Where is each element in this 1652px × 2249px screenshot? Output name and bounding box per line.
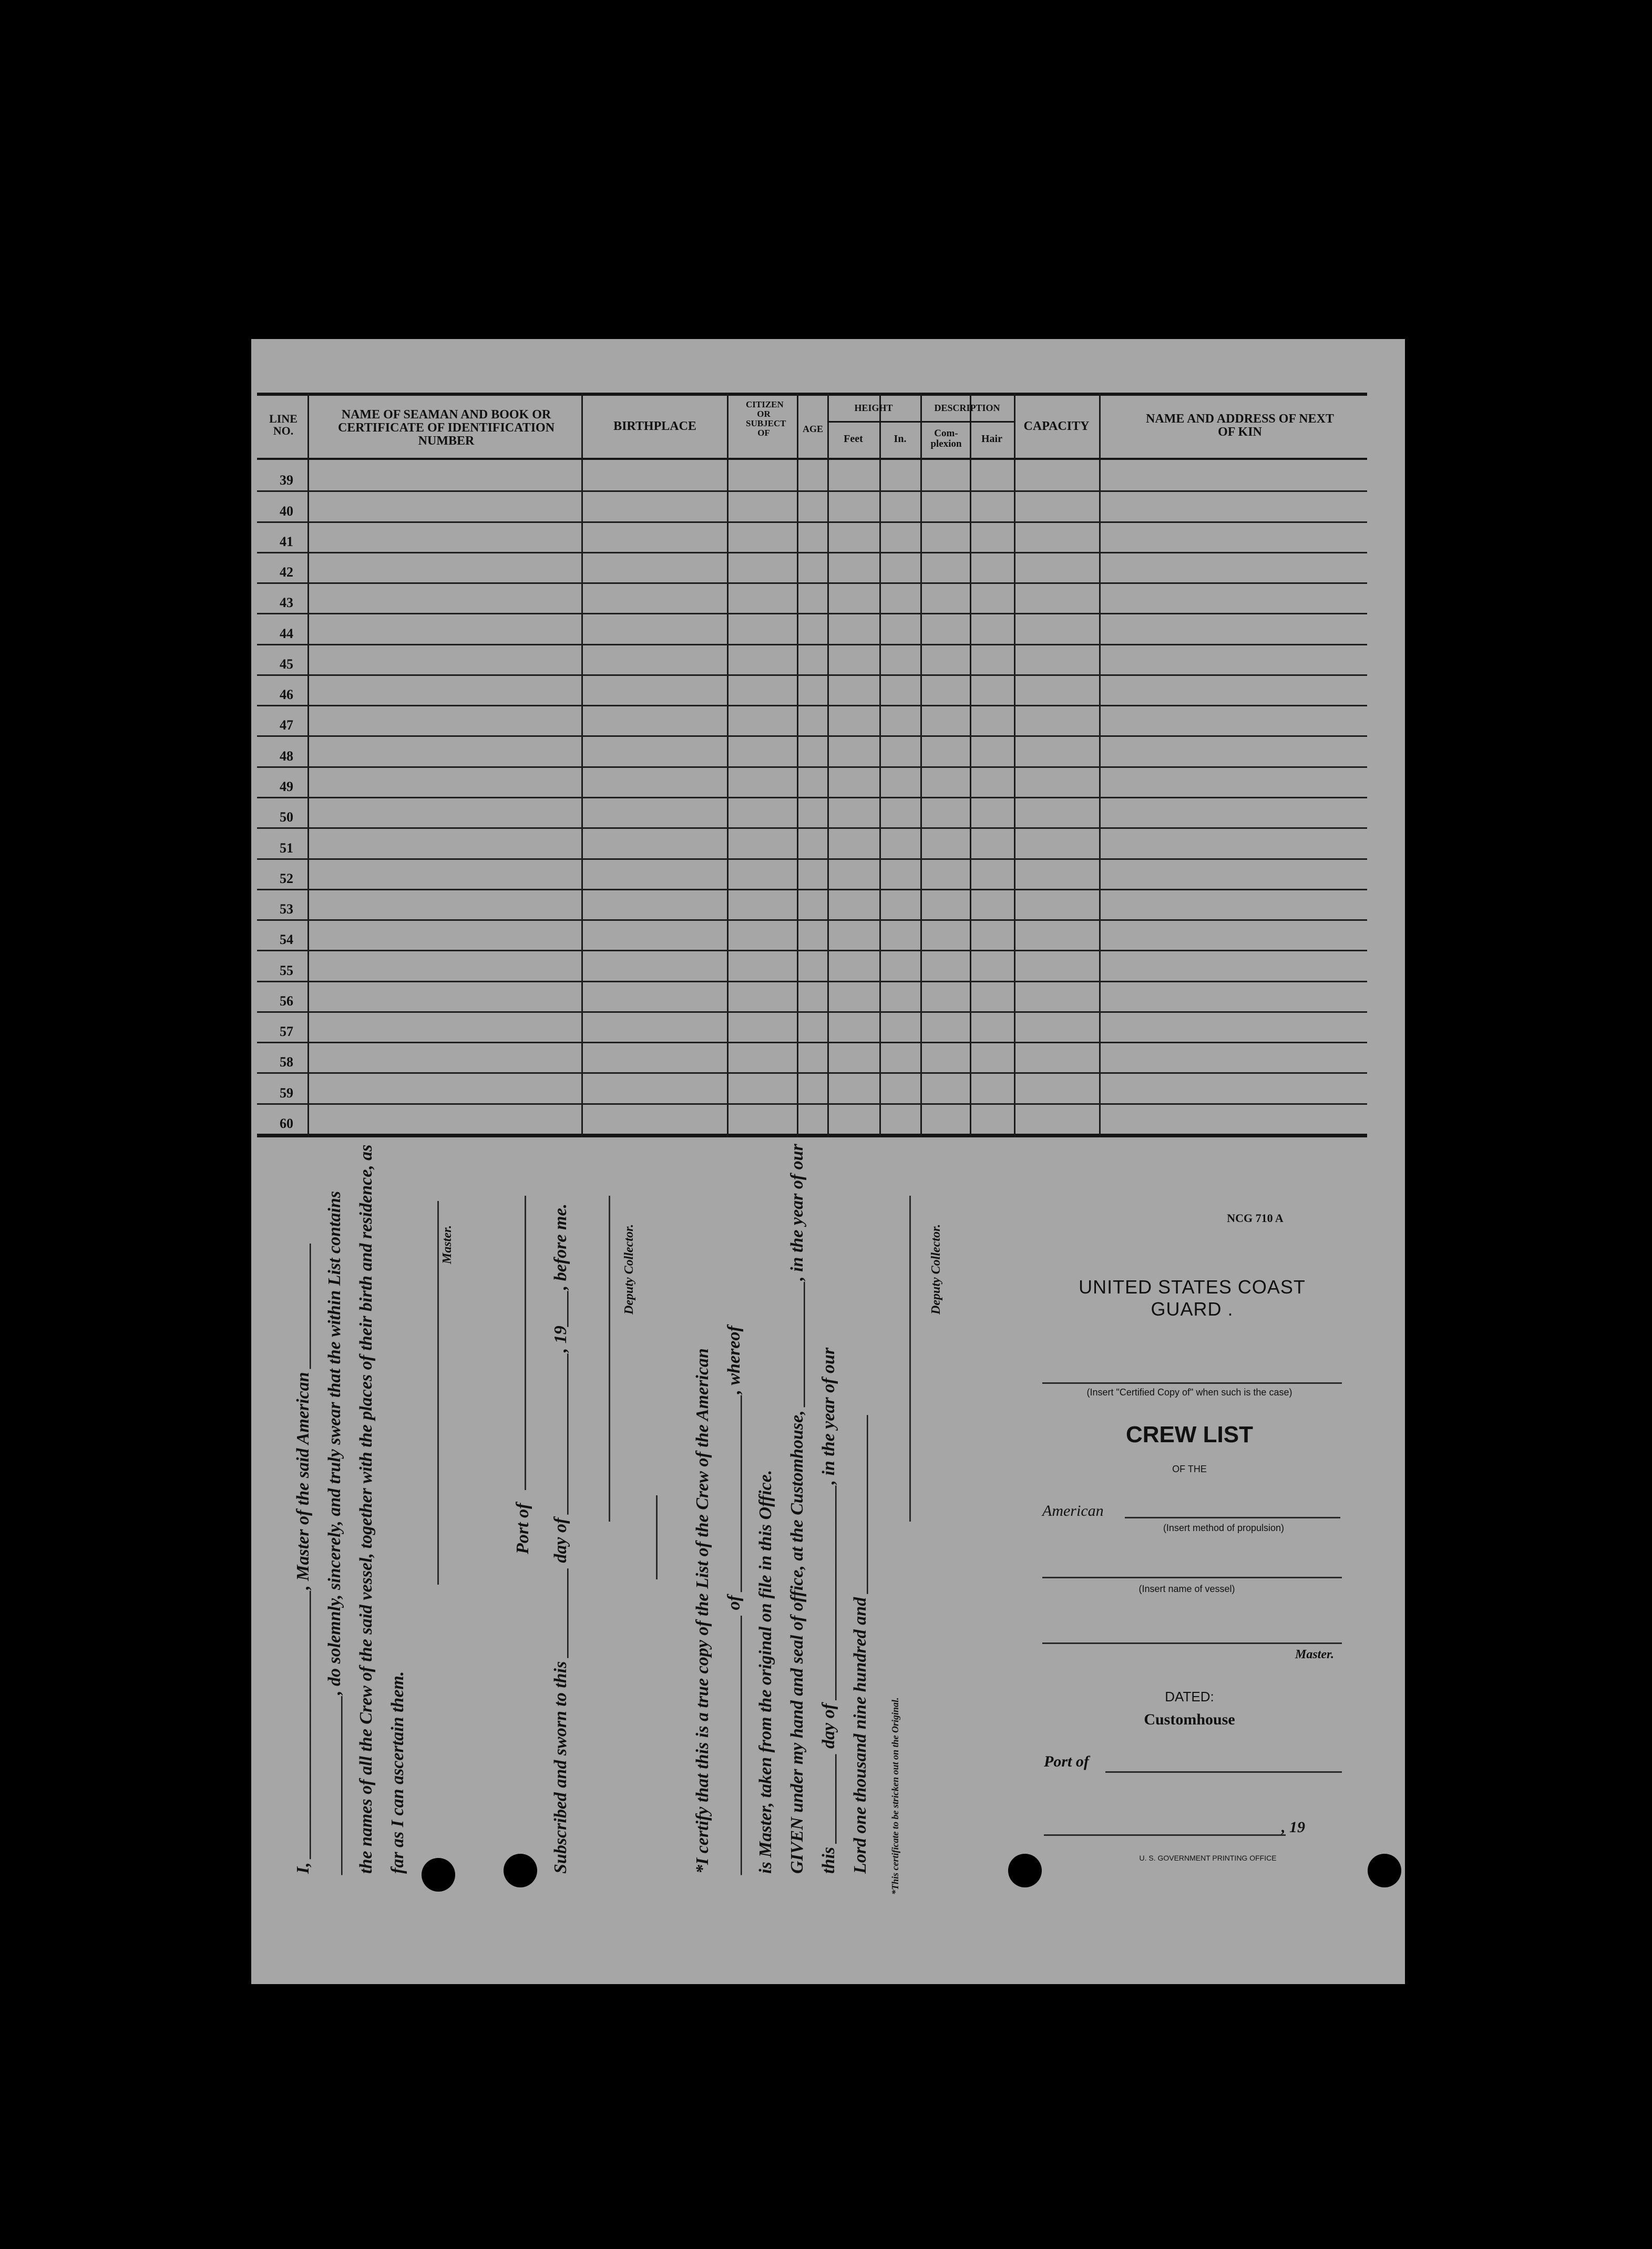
table-row-number: 49 [280,779,293,794]
header-next-of-kin: NAME AND ADDRESS OF NEXT OF KIN [1146,412,1334,439]
vessel-name-line [1042,1577,1342,1578]
cert-line-4: GIVEN under my hand and seal of office, at the Customhouse, ______________, in the year of our [787,1144,807,1874]
table-row-number: 55 [280,962,293,978]
table-row-number: 52 [280,870,293,886]
year-label: , 19 [1281,1819,1305,1836]
crew-table [257,393,1367,1138]
oath-line-1: I, ______________________________, Master of the said American ______________ [293,1242,313,1874]
date-line [1044,1834,1286,1836]
table-row-number: 50 [280,809,293,825]
header-capacity: CAPACITY [1023,419,1090,433]
dated-label: DATED: [1165,1689,1214,1704]
separator-line [656,1495,658,1579]
table-row-number: 57 [280,1024,293,1040]
cert-line-1: *I certify that this is a true copy of the List of the Crew of the American [693,1348,712,1874]
port-of-label: Port of [513,1503,532,1554]
propulsion-line [1125,1517,1340,1518]
table-row-number: 42 [280,564,293,580]
american-label: American [1042,1502,1104,1519]
table-row-rule [257,919,1367,921]
cert-line-2: _____________________________ of ______________________, whereof [724,1326,744,1874]
header-name: NAME OF SEAMAN AND BOOK OR CERTIFICATE OF IDENTIFICATION NUMBER [337,408,555,448]
table-row-rule [257,950,1367,951]
table-row-rule [257,981,1367,982]
port-of-cover-label: Port of [1044,1753,1089,1770]
punch-hole [1368,1854,1401,1887]
table-row-number: 48 [280,748,293,764]
table-row-rule [257,797,1367,798]
table-row-number: 46 [280,687,293,703]
oath-line-2: ____________________, do solemnly, sincerely, and truly swear that the within List contains [325,1190,344,1874]
punch-hole [422,1858,455,1892]
printer-imprint: U. S. GOVERNMENT PRINTING OFFICE [1139,1854,1277,1862]
table-row-number: 51 [280,840,293,856]
table-row-rule [257,705,1367,706]
table-row-rule [257,490,1367,492]
propulsion-note: (Insert method of propulsion) [1163,1523,1285,1533]
punch-hole [1008,1854,1042,1887]
table-row-number: 54 [280,932,293,948]
form-number: NCG 710 A [1227,1211,1284,1225]
certified-note: (Insert "Certified Copy of" when such is the case) [1086,1387,1292,1398]
table-row-rule [257,889,1367,890]
table-row-rule [257,644,1367,645]
port-of-line [525,1196,526,1490]
table-row-number: 40 [280,503,293,519]
table-row-number: 58 [280,1054,293,1070]
header-birthplace: BIRTHPLACE [613,419,696,433]
crew-list-form [251,339,1405,1984]
master-name-line [1042,1642,1342,1644]
table-row-rule [257,827,1367,829]
table-row-rule [257,858,1367,860]
table-row-number: 56 [280,993,293,1009]
vessel-note: (Insert name of vessel) [1138,1584,1235,1594]
oath-line-4: far as I can ascertain them. [388,1671,407,1874]
deputy-signature-line [609,1196,610,1522]
table-row-rule [257,674,1367,676]
of-the-label: OF THE [1172,1464,1207,1474]
table-row-number: 39 [280,473,293,488]
port-of-cover-line [1105,1771,1342,1773]
cert-footnote: *This certificate to be stricken out on the Original. [890,1697,900,1895]
table-row-rule [257,735,1367,737]
table-row-rule [257,552,1367,553]
cert-line-6: Lord one thousand nine hundred and ____________________ [850,1414,870,1874]
header-inches: In. [894,433,907,445]
master-cover-label: Master. [1295,1648,1334,1661]
table-row-rule [257,1072,1367,1074]
table-row-rule [257,1103,1367,1105]
header-description: DESCRIPTION [934,403,1000,413]
table-row-rule [257,766,1367,768]
header-hair: Hair [981,433,1002,445]
header-height: HEIGHT [854,403,893,413]
header-complexion: Com-plexion [930,428,962,449]
table-row-number: 53 [280,901,293,917]
customhouse-label: Customhouse [1144,1711,1235,1728]
cert-line-3: is Master, taken from the original on file in this Office. [756,1470,775,1874]
header-age: AGE [802,424,823,434]
cert-deputy-label: Deputy Collector. [929,1224,943,1315]
master-label: Master. [440,1225,454,1264]
deputy-collector-label: Deputy Collector. [622,1224,636,1315]
header-citizen: CITIZEN OR SUBJECT OF [746,399,786,438]
table-row-number: 43 [280,595,293,611]
cert-line-5: this __________ day of ________________________, in the year of our [819,1347,838,1874]
table-row-number: 47 [280,717,293,733]
punch-hole [504,1854,537,1887]
table-row-number: 45 [280,656,293,672]
subscribed-line: Subscribed and sworn to this __________ day of __________________, 19____, before me. [551,1203,570,1874]
cert-deputy-line [909,1196,911,1522]
table-row-number: 60 [280,1116,293,1131]
header-feet: Feet [844,433,863,445]
table-row-rule [257,613,1367,614]
table-row-number: 44 [280,625,293,641]
oath-line-3: the names of all the Crew of the said vessel, together with the places of their birth and residence, as [356,1144,376,1874]
header-line-no: LINE NO. [269,412,297,438]
table-row-number: 41 [280,533,293,549]
certified-copy-line [1042,1382,1342,1384]
master-signature-line [437,1201,439,1585]
crew-list-title: CREW LIST [1126,1422,1253,1447]
table-row-number: 59 [280,1085,293,1101]
table-row-rule [257,1042,1367,1043]
table-row-rule [257,1011,1367,1013]
table-row-rule [257,521,1367,523]
table-row-rule [257,582,1367,584]
agency-title: UNITED STATES COAST GUARD . [1079,1276,1306,1320]
